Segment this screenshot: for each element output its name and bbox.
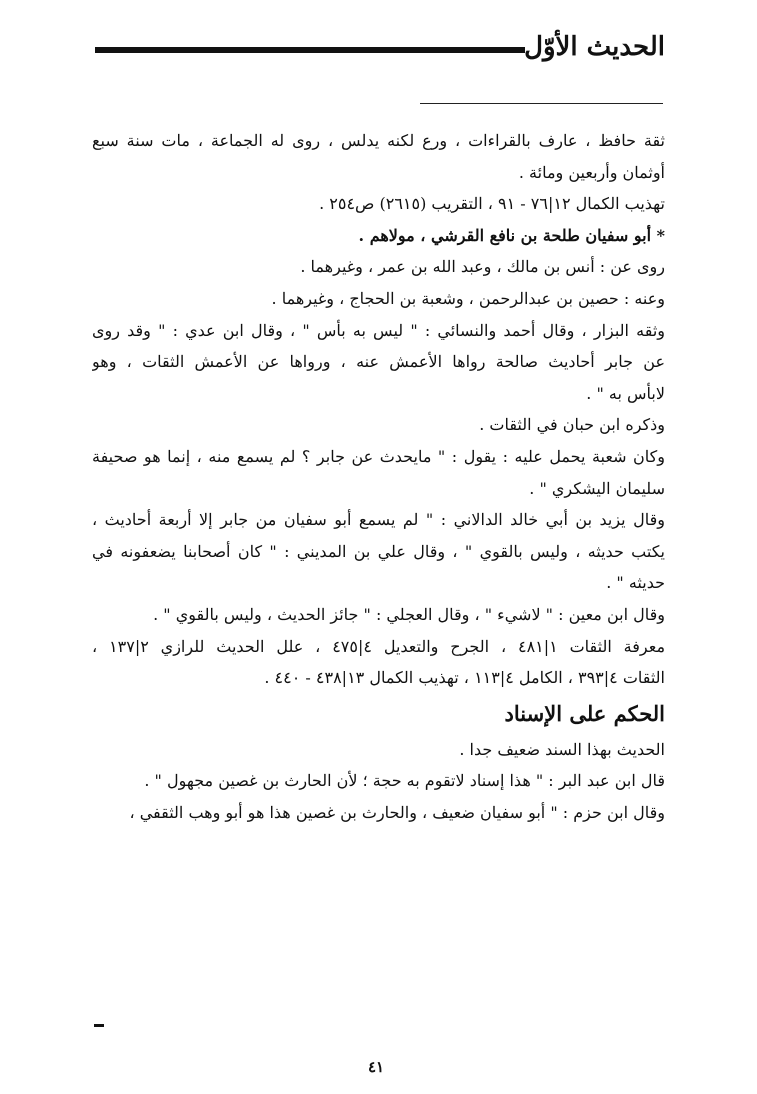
- text-line: وقال ابن حزم : " أبو سفيان ضعيف ، والحارث بن غصين هذا هو أبو وهب الثقفي ،: [129, 802, 665, 822]
- text-line: معرفة الثقات ١|٤٨١ ، الجرح والتعديل ٤|٤٧٥ ، علل الحديث للرازي ٢|١٣٧ ،: [92, 636, 665, 656]
- text-line: وثقه البزار ، وقال أحمد والنسائي : " ليس به بأس " ، وقال ابن عدي : " وقد روى: [92, 320, 665, 340]
- text-line: وكان شعبة يحمل عليه : يقول : " مايحدث عن جابر ؟ لم يسمع منه ، إنما هو صحيفة: [92, 446, 665, 466]
- section-heading: الحكم على الإسناد: [504, 700, 665, 726]
- text-line: تهذيب الكمال ١٢|٧٦ - ٩١ ، التقريب (٢٦١٥) ص٢٥٤ .: [319, 194, 665, 214]
- text-line: يكتب حديثه ، وليس بالقوي " ، وقال علي بن المديني : " كان أصحابنا يضعفونه في: [92, 541, 665, 561]
- text-line: حديثه " .: [606, 573, 665, 593]
- text-line: عن جابر أحاديث صالحة رواها الأعمش عنه ، ورواها عن الأعمش الثقات ، وهو: [92, 352, 665, 372]
- text-line: سليمان اليشكري " .: [529, 478, 665, 498]
- text-line: وذكره ابن حبان في الثقات .: [479, 415, 665, 435]
- text-line: قال ابن عبد البر : " هذا إسناد لاتقوم به حجة ؛ لأن الحارث بن غصين مجهول " .: [144, 771, 665, 791]
- running-header: [95, 30, 665, 70]
- continuation-dash: [94, 1024, 104, 1027]
- page-number: ٤١: [368, 1058, 385, 1076]
- header-title: الحديث الأوّل: [524, 32, 665, 62]
- footnote-separator: [420, 103, 663, 104]
- text-line: وقال ابن معين : " لاشيء " ، وقال العجلي : " جائز الحديث ، وليس بالقوي " .: [153, 604, 665, 624]
- text-line: أوثمان وأربعين ومائة .: [518, 162, 665, 182]
- text-line: لابأس به " .: [586, 383, 665, 403]
- narrator-heading: * أبو سفيان طلحة بن نافع القرشي ، مولاهم .: [358, 225, 665, 245]
- text-line: روى عن : أنس بن مالك ، وعبد الله بن عمر ، وغيرهما .: [300, 257, 665, 277]
- body-text: [92, 125, 665, 828]
- text-line: وعنه : حصين بن عبدالرحمن ، وشعبة بن الحجاج ، وغيرهما .: [271, 288, 665, 308]
- text-line: الحديث بهذا السند ضعيف جدا .: [459, 739, 665, 759]
- text-line: وقال يزيد بن أبي خالد الدالاني : " لم يسمع أبو سفيان من جابر إلا أربعة أحاديث ،: [92, 510, 665, 530]
- text-line: الثقات ٤|٣٩٣ ، الكامل ٤|١١٣ ، تهذيب الكمال ١٣|٤٣٨ - ٤٤٠ .: [264, 668, 665, 688]
- text-line: ثقة حافظ ، عارف بالقراءات ، ورع لكنه يدلس ، روى له الجماعة ، مات سنة سبع: [92, 131, 665, 150]
- header-rule: [95, 47, 525, 53]
